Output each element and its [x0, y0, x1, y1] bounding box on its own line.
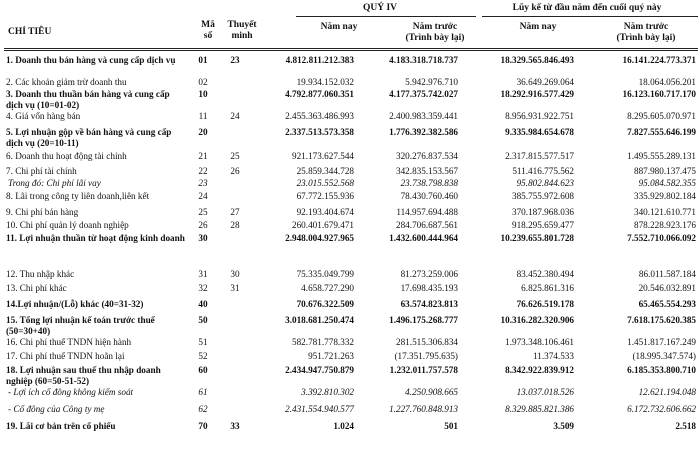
row-q-cur: 70.676.322.509	[296, 299, 354, 309]
header-ma-so: Mã số	[201, 20, 215, 41]
row-name: 2. Các khoản giảm trừ doanh thu	[6, 77, 127, 87]
row-q-prev: 1.496.175.268.777	[389, 315, 458, 325]
row-ytd-cur: 10.316.282.320.906	[500, 315, 574, 325]
row-ytd-cur: 18.329.565.846.493	[500, 55, 574, 65]
row-ytd-cur: 2.317.815.577.517	[505, 151, 574, 161]
row-q-prev: 23.738.798.838	[400, 178, 458, 188]
row-name: 16. Chi phí thuế TNDN hiện hành	[6, 337, 132, 347]
row-ytd-cur: 18.292.916.577.429	[500, 89, 574, 99]
header-q-nam-nay: Năm nay	[320, 22, 358, 32]
row-name: 8. Lãi trong công ty liên doanh,liên kết	[6, 191, 150, 201]
row-code: 52	[198, 351, 208, 361]
row-q-cur: 1.024	[333, 421, 354, 431]
row-note	[216, 336, 254, 350]
row-q-cur: 2.434.947.750.879	[285, 365, 354, 375]
row-q-prev: 4.250.908.665	[405, 387, 458, 397]
row-name: 5. Lợi nhuận gộp về bán hàng và cung cấp dịch vụ (20=10-11)	[6, 127, 172, 148]
row-note	[216, 364, 254, 386]
row-code: 40	[198, 299, 208, 309]
row-q-cur: 4.792.877.060.351	[285, 89, 354, 99]
row-note	[216, 76, 254, 88]
row-ytd-cur: 3.509	[553, 421, 574, 431]
row-note	[216, 298, 254, 314]
table-row	[4, 282, 698, 298]
row-name: 10. Chi phí quản lý doanh nghiệp	[6, 220, 129, 230]
row-name: 3. Doanh thu thuần bán hàng và cung cấp dịch vụ (10=01-02)	[6, 89, 170, 110]
row-ytd-prev: 887.980.137.475	[633, 166, 696, 176]
table-row	[4, 76, 698, 88]
row-q-prev: 63.574.823.813	[400, 299, 458, 309]
header-lk-nam-truoc-note: (Trình bày lại)	[616, 33, 676, 43]
row-q-cur: 582.781.778.332	[291, 337, 354, 347]
row-ytd-cur: 8.342.922.839.912	[505, 365, 574, 375]
row-q-prev: 4.177.375.742.027	[389, 89, 458, 99]
row-name: 19. Lãi cơ bản trên cổ phiếu	[6, 421, 116, 431]
row-note: 31	[230, 283, 240, 293]
header-thuyet-minh: Thuyết minh	[227, 20, 257, 41]
row-ytd-prev: 2.518	[675, 421, 696, 431]
row-q-prev: 78.430.760.460	[400, 191, 458, 201]
row-code: 61	[198, 387, 208, 397]
table-row	[4, 165, 698, 177]
row-code: 21	[198, 151, 208, 161]
table-row	[4, 110, 698, 126]
row-code: 02	[198, 77, 208, 87]
row-code: 50	[198, 315, 208, 325]
row-name: - Cổ đông của Công ty mẹ	[8, 404, 105, 414]
row-q-cur: 23.015.552.568	[296, 178, 354, 188]
table-row	[4, 206, 698, 219]
row-note: 27	[230, 207, 240, 217]
header-luy-ke: Lũy kế từ đầu năm đến cuối quý này	[512, 3, 662, 13]
row-q-cur: 25.859.344.728	[296, 166, 354, 176]
row-code: 26	[198, 220, 208, 230]
row-q-prev: 1.432.600.444.964	[389, 233, 458, 243]
row-ytd-cur: 511.416.775.562	[512, 166, 574, 176]
row-ytd-cur: 8.956.931.922.751	[505, 111, 574, 121]
header-rule-quy	[296, 16, 476, 17]
row-q-cur: 2.948.004.927.965	[285, 233, 354, 243]
table-row	[4, 54, 698, 76]
row-q-cur: 75.335.049.799	[296, 269, 354, 279]
header-q-nam-truoc-note: (Trình bày lại)	[405, 33, 465, 43]
header-lk-nam-nay: Năm nay	[519, 22, 557, 32]
row-q-prev: 1.232.011.757.578	[389, 365, 458, 375]
row-ytd-cur: 385.755.972.608	[511, 191, 574, 201]
row-ytd-prev: 7.552.710.066.092	[627, 233, 696, 243]
row-note	[216, 126, 254, 150]
row-note	[216, 314, 254, 336]
row-ytd-prev: 16.123.160.717.170	[622, 89, 696, 99]
row-q-cur: 2.455.363.486.993	[285, 111, 354, 121]
row-code: 30	[198, 233, 208, 243]
row-name: 4. Giá vốn hàng bán	[6, 111, 81, 121]
row-name: 15. Tổng lợi nhuận kế toán trước thuế (50=30+40)	[6, 315, 155, 336]
row-q-cur: 951.721.263	[308, 351, 354, 361]
row-q-prev: 281.515.306.834	[395, 337, 458, 347]
row-note	[216, 88, 254, 110]
table-row	[4, 150, 698, 165]
row-note: 25	[230, 151, 240, 161]
row-note	[216, 350, 254, 364]
row-ytd-prev: 335.929.802.184	[633, 191, 696, 201]
table-row	[4, 232, 698, 268]
row-q-cur: 92.193.404.674	[296, 207, 354, 217]
row-ytd-prev: 86.011.587.184	[638, 269, 696, 279]
row-code: 25	[198, 207, 208, 217]
row-ytd-prev: 6.172.732.606.662	[627, 404, 696, 414]
row-code: 32	[198, 283, 208, 293]
row-note	[216, 232, 254, 268]
row-ytd-cur: 8.329.885.821.386	[505, 404, 574, 414]
row-q-cur: 921.173.627.544	[291, 151, 354, 161]
row-code: 62	[198, 404, 208, 414]
row-q-prev: 1.227.760.848.913	[389, 404, 458, 414]
row-q-cur: 3.392.810.302	[301, 387, 354, 397]
table-row	[4, 364, 698, 386]
row-ytd-cur: 83.452.380.494	[516, 269, 574, 279]
row-name: 13. Chi phí khác	[6, 283, 67, 293]
row-name: 14.Lợi nhuận/(Lỗ) khác (40=31-32)	[6, 299, 144, 309]
row-ytd-cur: 76.626.519.178	[516, 299, 574, 309]
row-ytd-prev: (18.995.347.574)	[632, 351, 696, 361]
statement-table	[4, 54, 698, 434]
row-name: 11. Lợi nhuận thuần từ hoạt động kinh doanh	[6, 233, 185, 243]
row-ytd-cur: 9.335.984.654.678	[505, 127, 574, 137]
row-ytd-prev: 20.546.032.891	[638, 283, 696, 293]
row-name: 17. Chi phí thuế TNDN hoãn lại	[6, 351, 125, 361]
row-name: 1. Doanh thu bán hàng và cung cấp dịch vụ	[6, 55, 176, 65]
row-name: 9. Chi phí bán hàng	[6, 207, 79, 217]
table-row	[4, 336, 698, 350]
row-q-cur: 3.018.681.250.474	[285, 315, 354, 325]
row-ytd-prev: 95.084.582.355	[638, 178, 696, 188]
table-row	[4, 268, 698, 282]
row-name: 12. Thu nhập khác	[6, 269, 75, 279]
row-ytd-cur: 6.825.861.316	[521, 283, 574, 293]
row-note	[216, 386, 254, 403]
row-name: Trong đó: Chi phí lãi vay	[8, 178, 101, 188]
row-ytd-prev: 65.465.554.293	[638, 299, 696, 309]
row-code: 22	[198, 166, 208, 176]
row-ytd-cur: 10.239.655.801.728	[500, 233, 574, 243]
row-code: 20	[198, 127, 208, 137]
row-code: 11	[198, 111, 208, 121]
row-ytd-prev: 16.141.224.773.371	[622, 55, 696, 65]
row-note	[216, 403, 254, 420]
row-q-prev: 81.273.259.006	[400, 269, 458, 279]
row-ytd-cur: 918.295.659.477	[511, 220, 574, 230]
table-row	[4, 126, 698, 150]
row-note: 30	[230, 269, 240, 279]
row-q-prev: 2.400.983.359.441	[389, 111, 458, 121]
row-name: 6. Doanh thu hoạt động tài chính	[6, 151, 127, 161]
row-note: 24	[230, 111, 240, 121]
header-chi-tieu: CHỈ TIÊU	[8, 27, 52, 37]
row-ytd-prev: 6.185.353.800.710	[627, 365, 696, 375]
row-code: 01	[198, 55, 208, 65]
row-ytd-prev: 12.621.194.048	[638, 387, 696, 397]
row-code: 31	[198, 269, 208, 279]
row-q-cur: 2.337.513.573.358	[285, 127, 354, 137]
row-q-prev: 5.942.976.710	[405, 77, 458, 87]
header-bottom-rule	[4, 48, 698, 51]
row-name: - Lợi ích cổ đông không kiểm soát	[8, 387, 134, 397]
row-ytd-cur: 11.374.533	[532, 351, 574, 361]
row-note: 26	[230, 166, 240, 176]
table-row	[4, 177, 698, 190]
header-q-nam-truoc: Năm trước	[412, 22, 458, 32]
row-note	[216, 190, 254, 206]
row-note	[216, 177, 254, 190]
header-rule-luy-ke	[482, 16, 698, 17]
row-code: 23	[198, 178, 208, 188]
row-name: 7. Chi phí tài chính	[6, 166, 77, 176]
row-code: 10	[198, 89, 208, 99]
table-row	[4, 403, 698, 420]
row-note: 23	[230, 55, 240, 65]
row-ytd-cur: 370.187.968.036	[511, 207, 574, 217]
row-name: 18. Lợi nhuận sau thuế thu nhập doanh nghiệp (60=50-51-52)	[6, 365, 161, 386]
row-code: 70	[198, 421, 208, 431]
row-q-cur: 19.934.152.032	[296, 77, 354, 87]
table-row	[4, 298, 698, 314]
row-q-prev: 342.835.153.567	[395, 166, 458, 176]
row-ytd-prev: 8.295.605.070.971	[627, 111, 696, 121]
row-note: 28	[230, 220, 240, 230]
row-ytd-prev: 7.618.175.620.385	[627, 315, 696, 325]
row-ytd-prev: 1.451.817.167.249	[627, 337, 696, 347]
row-q-cur: 4.812.811.212.383	[285, 55, 354, 65]
row-q-prev: 114.957.694.488	[396, 207, 458, 217]
row-ytd-prev: 18.064.056.201	[638, 77, 696, 87]
row-ytd-prev: 340.121.610.771	[633, 207, 696, 217]
row-q-prev: 284.706.687.561	[395, 220, 458, 230]
row-ytd-cur: 1.973.348.106.461	[505, 337, 574, 347]
table-row	[4, 190, 698, 206]
row-q-cur: 260.401.679.471	[291, 220, 354, 230]
row-code: 51	[198, 337, 208, 347]
row-q-prev: 320.276.837.534	[395, 151, 458, 161]
row-ytd-prev: 7.827.555.646.199	[627, 127, 696, 137]
table-row	[4, 314, 698, 336]
row-ytd-cur: 36.649.269.064	[516, 77, 574, 87]
table-row	[4, 88, 698, 110]
row-q-prev: 501	[444, 421, 458, 431]
row-code: 60	[198, 365, 208, 375]
row-code: 24	[198, 191, 208, 201]
table-row	[4, 386, 698, 403]
row-ytd-prev: 878.228.923.176	[633, 220, 696, 230]
row-q-cur: 4.658.727.290	[301, 283, 354, 293]
row-q-cur: 2.431.554.940.577	[285, 404, 354, 414]
row-q-prev: 17.698.435.193	[400, 283, 458, 293]
header-lk-nam-truoc: Năm trước	[623, 22, 669, 32]
row-q-prev: 4.183.318.718.737	[389, 55, 458, 65]
table-row	[4, 219, 698, 232]
row-ytd-cur: 13.037.018.526	[516, 387, 574, 397]
row-q-prev: (17.351.795.635)	[394, 351, 458, 361]
row-q-cur: 67.772.155.936	[296, 191, 354, 201]
row-ytd-cur: 95.802.844.623	[516, 178, 574, 188]
row-ytd-prev: 1.495.555.289.131	[627, 151, 696, 161]
row-q-prev: 1.776.392.382.586	[389, 127, 458, 137]
table-row	[4, 350, 698, 364]
header-quy-iv: QUÝ IV	[362, 3, 398, 13]
table-row	[4, 420, 698, 434]
row-note: 33	[230, 421, 240, 431]
